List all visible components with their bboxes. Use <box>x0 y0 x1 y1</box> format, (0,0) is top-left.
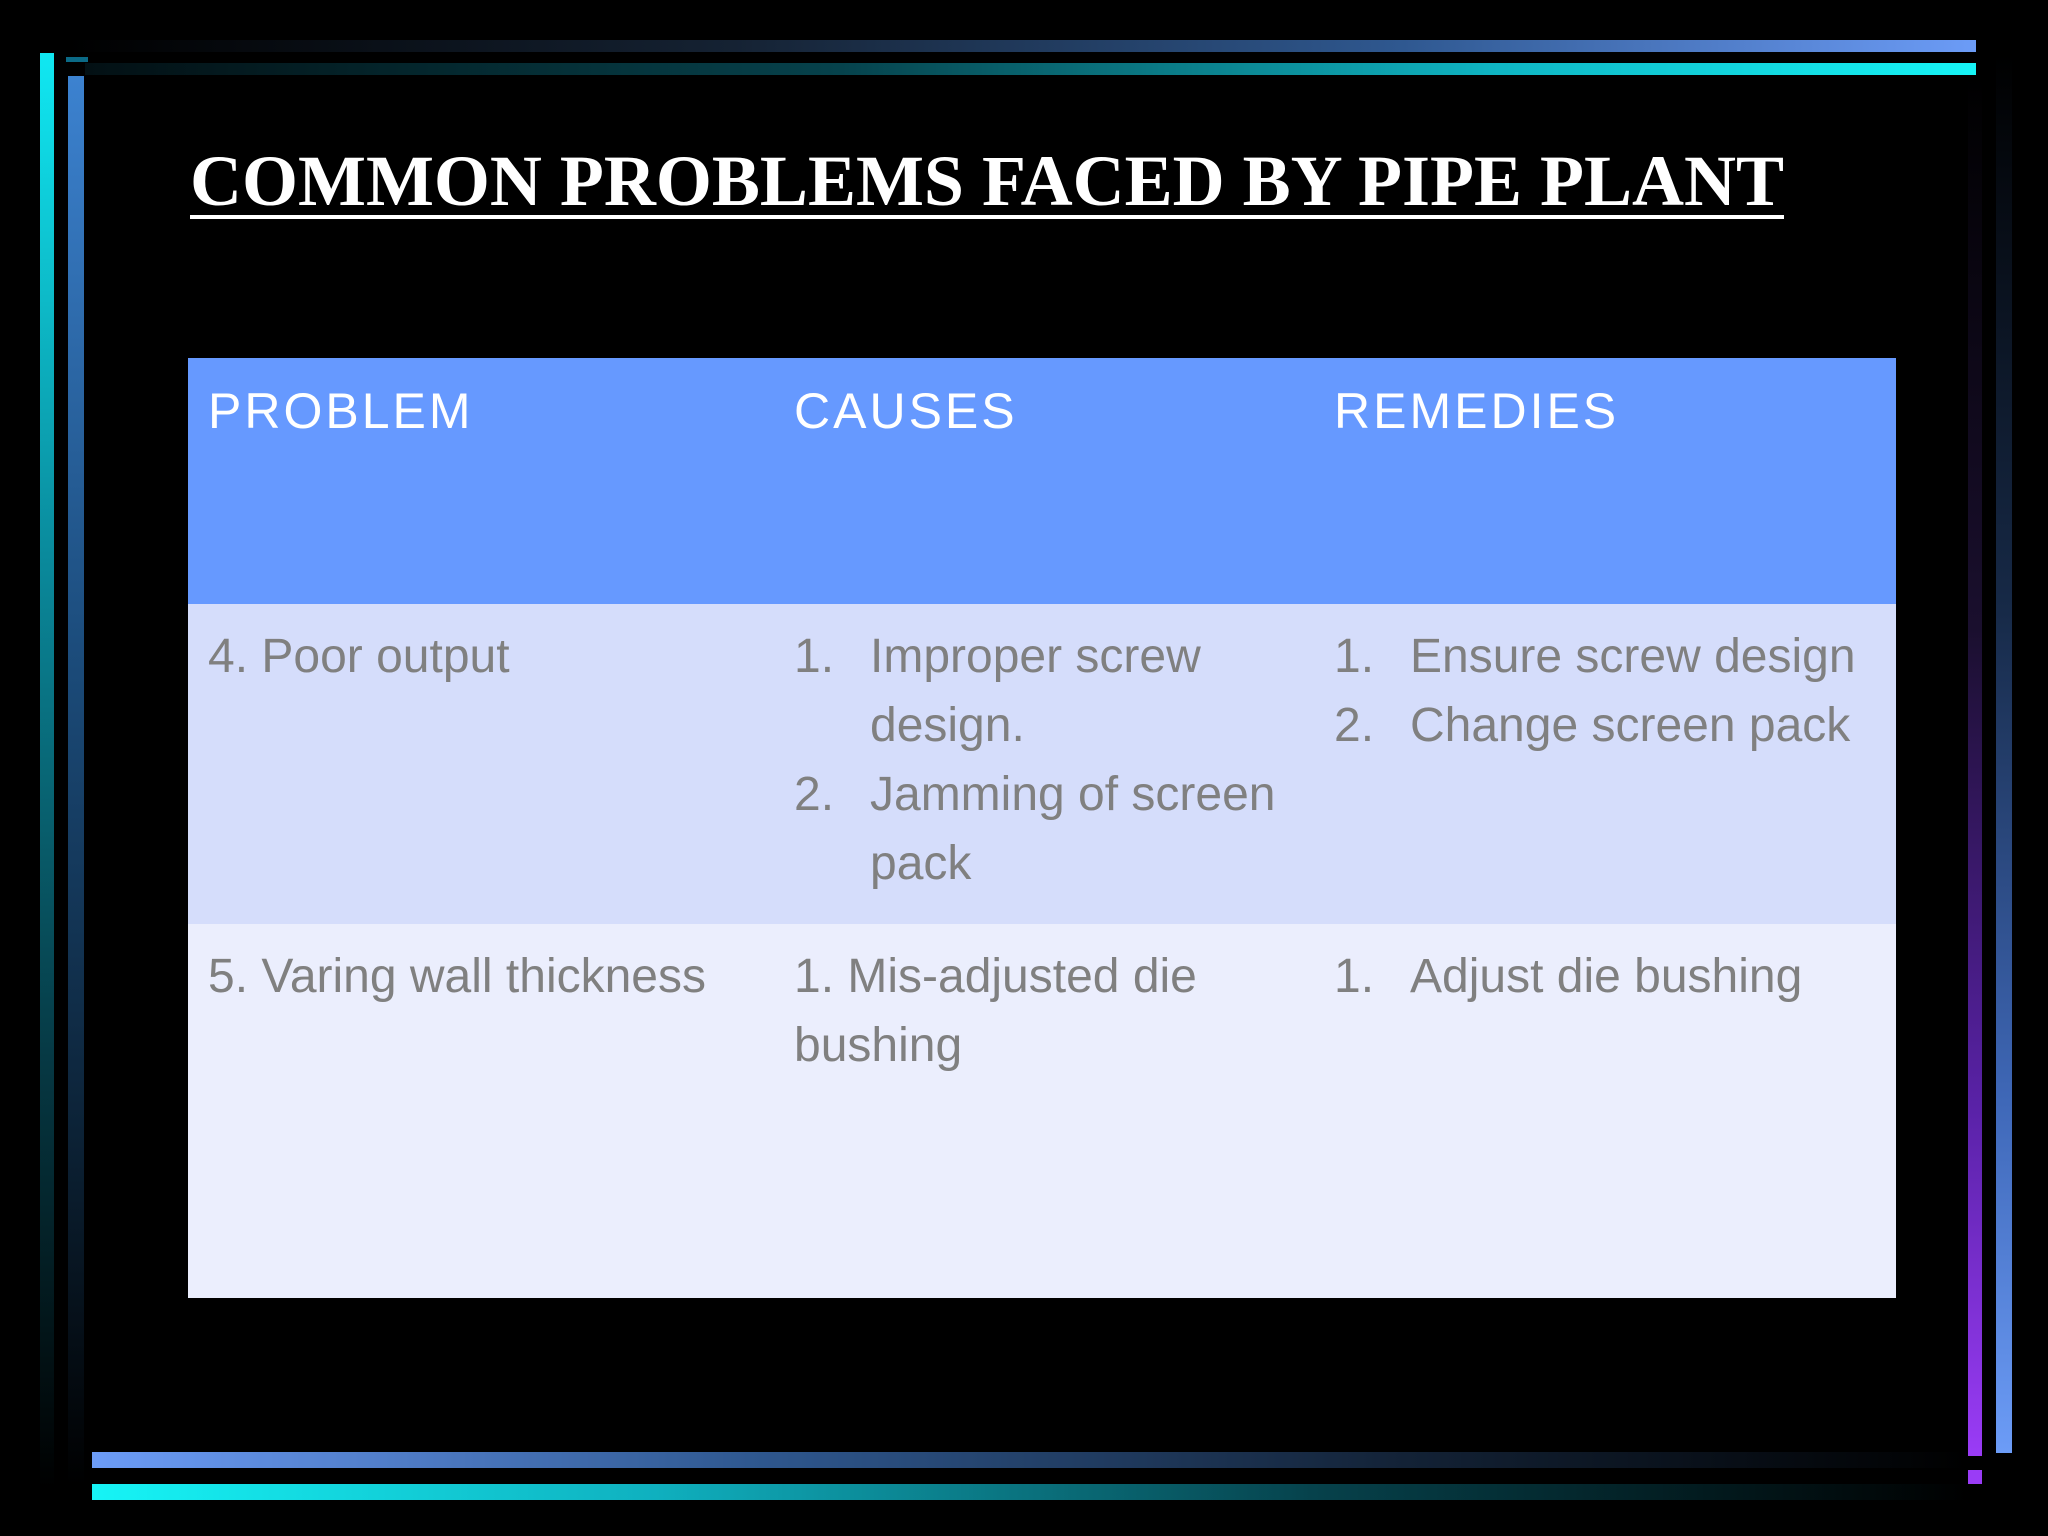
remedies-cell <box>1334 924 1874 1011</box>
list-text: Jamming of screen pack <box>870 768 1276 890</box>
frame-bar-top-outer <box>66 40 1976 52</box>
list-number: 1. <box>1334 630 1375 683</box>
list-text: Improper screw design. <box>870 630 1201 752</box>
list-item <box>1334 691 1874 760</box>
frame-bar-top-inner <box>85 63 1976 75</box>
list-text: Ensure screw design <box>1410 630 1856 683</box>
causes-cell: 1. Mis-adjusted die bushing <box>794 950 1197 1072</box>
table-row <box>188 924 1896 1298</box>
list-item <box>794 760 1314 898</box>
causes-cell <box>794 604 1314 898</box>
list-text: Adjust die bushing <box>1410 950 1803 1003</box>
frame-bar-bottom-inner <box>92 1452 1968 1468</box>
list-text: Change screen pack <box>1410 699 1851 752</box>
list-item <box>1334 622 1874 691</box>
table-row <box>188 604 1896 924</box>
problem-cell: 4. Poor output <box>208 630 510 683</box>
frame-bar-left-outer <box>40 53 54 1488</box>
remedies-list <box>1334 942 1874 1011</box>
problems-table <box>188 358 1896 1298</box>
frame-bar-right-stub <box>1968 1470 1982 1484</box>
table-header-row <box>188 358 1896 604</box>
header-causes: CAUSES <box>794 383 1018 439</box>
list-item <box>794 622 1314 760</box>
remedies-cell <box>1334 604 1874 760</box>
list-number: 1. <box>1334 950 1375 1003</box>
frame-bar-bottom-outer <box>92 1484 1968 1500</box>
list-number: 1. <box>794 630 835 683</box>
list-item <box>1334 942 1874 1011</box>
causes-list <box>794 622 1314 898</box>
header-problem: PROBLEM <box>208 383 474 439</box>
remedies-list <box>1334 622 1874 760</box>
slide-title: COMMON PROBLEMS FACED BY PIPE PLANT <box>190 141 1784 221</box>
frame-bar-right-inner <box>1968 76 1982 1456</box>
frame-bar-left-inner <box>68 76 84 1486</box>
header-remedies: REMEDIES <box>1334 383 1620 439</box>
frame-bar-right-outer <box>1996 53 2012 1453</box>
list-number: 2. <box>1334 699 1375 752</box>
frame-bar-top-stub <box>66 57 88 62</box>
list-number: 2. <box>794 768 835 821</box>
problem-cell: 5. Varing wall thickness <box>208 950 706 1003</box>
